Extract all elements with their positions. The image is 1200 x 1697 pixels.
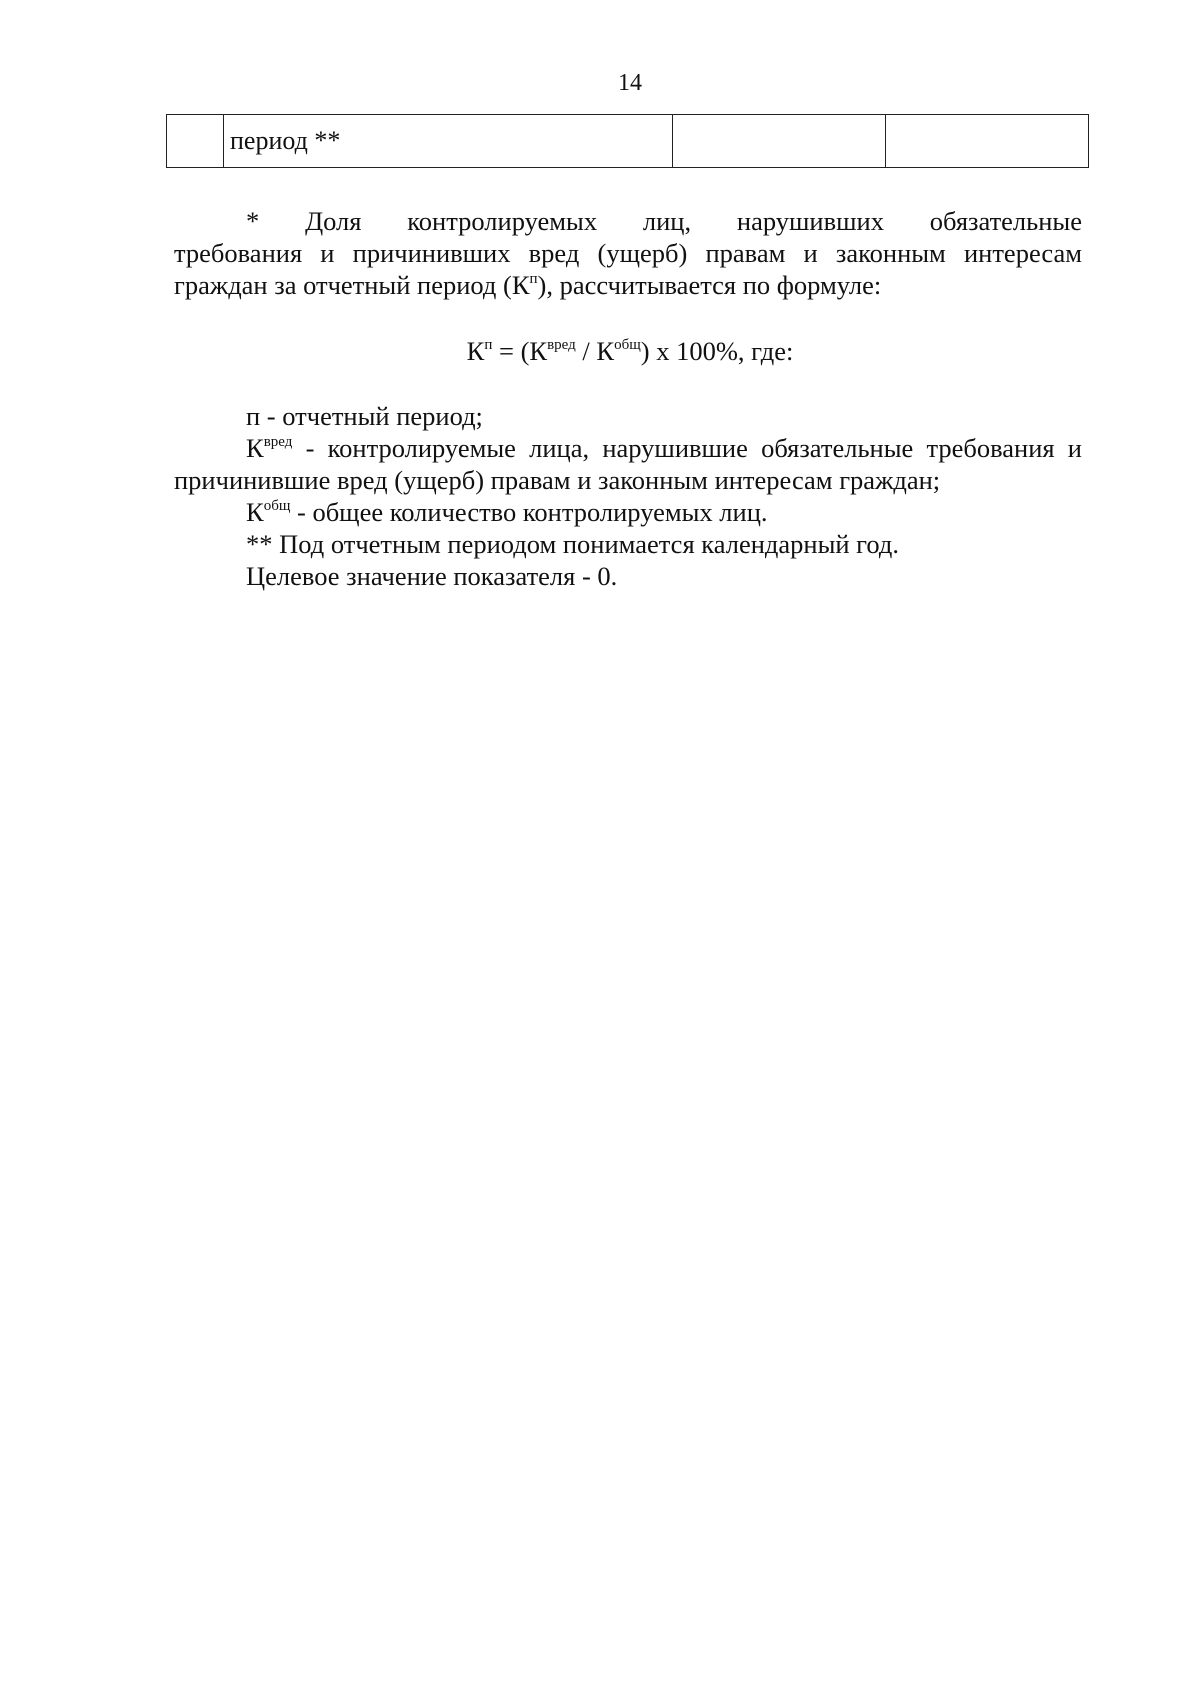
table-cell-indicator: период ** bbox=[224, 115, 673, 168]
definition-k-vred bbox=[174, 432, 1082, 496]
footnote-line-1: * Доля контролируемых лиц, нарушивших обязательные bbox=[246, 206, 1082, 236]
table-cell-note bbox=[886, 115, 1089, 168]
definition-reporting-period: ** Под отчетным периодом понимается календарный год. bbox=[246, 529, 899, 559]
target-value: Целевое значение показателя - 0. bbox=[246, 561, 618, 591]
footnote-text: ), рассчитывается по формуле: bbox=[537, 270, 882, 300]
definition-superscript: вред bbox=[263, 434, 293, 450]
formula-superscript: п bbox=[484, 337, 493, 353]
definition-symbol: К bbox=[246, 433, 264, 463]
definition-text: - общее количество контролируемых лиц. bbox=[290, 497, 768, 527]
formula-part: / К bbox=[575, 336, 615, 366]
table-cell-value bbox=[673, 115, 886, 168]
continuation-table bbox=[166, 114, 1089, 168]
definition-k-obsch bbox=[174, 496, 1082, 528]
definition-symbol: К bbox=[246, 497, 264, 527]
table-row bbox=[167, 115, 1089, 168]
definition-period: п - отчетный период; bbox=[246, 401, 483, 431]
definition-superscript: общ bbox=[263, 498, 291, 514]
definitions bbox=[174, 400, 1082, 592]
formula bbox=[0, 336, 1200, 367]
formula-superscript: общ bbox=[614, 337, 641, 353]
formula-part: = (К bbox=[492, 336, 548, 366]
footnote-paragraph bbox=[174, 205, 1082, 301]
page-number: 14 bbox=[618, 70, 642, 96]
table-cell-number bbox=[167, 115, 224, 168]
footnote-text: граждан за отчетный период (К bbox=[174, 270, 530, 300]
formula-superscript: вред bbox=[547, 337, 576, 353]
formula-part: К bbox=[466, 336, 485, 366]
formula-part: ) х 100%, где: bbox=[640, 336, 794, 366]
footnote-line-3 bbox=[174, 269, 1082, 301]
footnote-line-2: требования и причинивших вред (ущерб) правам и законным интересам bbox=[174, 238, 1082, 268]
superscript: п bbox=[529, 271, 538, 287]
definition-text: - контролируемые лица, нарушившие обязательные требования и причинившие вред (ущерб) правам и законным интересам граждан; bbox=[174, 433, 1082, 495]
